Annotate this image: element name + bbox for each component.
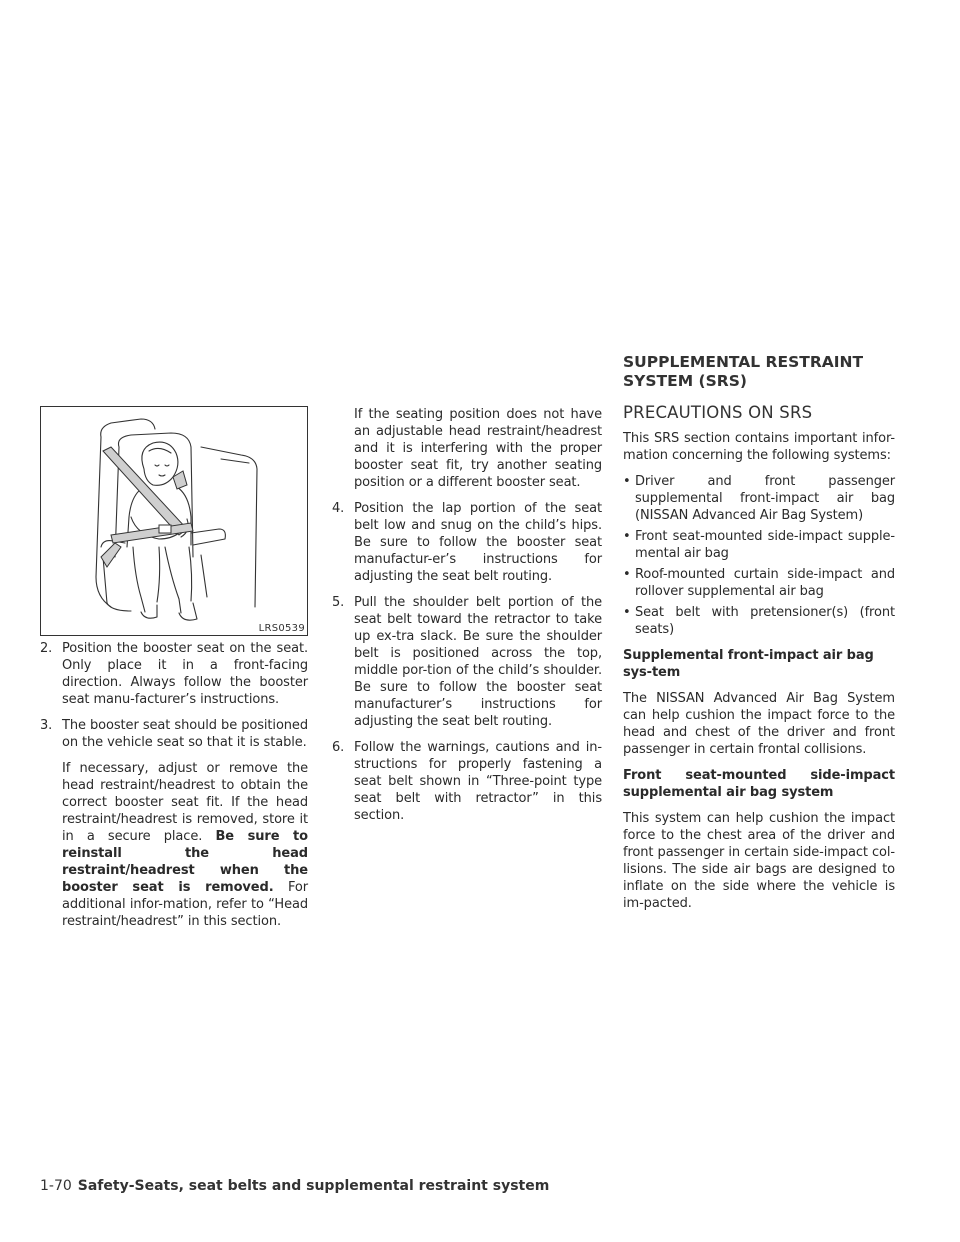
paragraph-front-impact: The NISSAN Advanced Air Bag System can help cushion the impact force to the head and chest of the driver and front passenger in certain frontal collisions. (623, 691, 895, 757)
bullet-text: Roof-mounted curtain side-impact and rollover supplemental air bag (635, 567, 895, 599)
column-left (40, 640, 308, 939)
list-number: 3. (40, 718, 53, 733)
heading-side-impact (623, 767, 895, 801)
intro-paragraph: This SRS section contains important infor-mation concerning the following systems: (623, 431, 895, 463)
list-number: 5. (332, 595, 345, 610)
heading-text: Front seat-mounted side-impact supplemental air bag system (623, 768, 895, 800)
bullet-mark: • (623, 474, 631, 489)
list-item (623, 604, 895, 638)
list-item-6 (332, 739, 602, 824)
subsection-title: PRECAUTIONS ON SRS (623, 403, 813, 422)
list-text: The booster seat should be positioned on the vehicle seat so that it is stable. (62, 718, 308, 750)
list-text: Pull the shoulder belt portion of the seat belt toward the retractor to take up ex-tra slack. Be sure the shoulder belt is positioned across the top, middle por-tion of the child’s shoulder. Be sure to follow the booster seat manufacturer’s instructions for adjusting the seat belt routing. (354, 595, 602, 729)
heading-front-impact (623, 647, 895, 681)
figure-code: LRS0539 (258, 623, 305, 634)
item-3-continuation: If the seating position does not have an adjustable head restraint/headrest and it is interfering with the proper booster seat fit, try another seating position or a different booster seat. (354, 407, 602, 490)
bold-warning: Be sure to reinstall the head restraint/headrest when the booster seat is removed. (62, 829, 308, 895)
bullet-text: Front seat-mounted side-impact supple-mental air bag (635, 529, 895, 561)
item-3-paragraph (40, 760, 308, 930)
column-right (623, 430, 895, 921)
list-text: Position the lap portion of the seat belt low and snug on the child’s hips. Be sure to follow the booster seat manufactur-er’s instructions for adjusting the seat belt routing. (354, 501, 602, 584)
bullet-mark: • (623, 605, 631, 620)
list-item-4 (332, 500, 602, 585)
list-text: Position the booster seat on the seat. Only place it in a front-facing direction. Always follow the booster seat manu-facturer’s instructions. (62, 641, 308, 707)
paragraph-text: If necessary, adjust or remove the head restraint/headrest to obtain the correct booster seat fit. If the head restraint/headrest is removed, store it in a secure place. (62, 761, 308, 844)
list-item (623, 473, 895, 524)
bullet-mark: • (623, 567, 631, 582)
paragraph-side-impact: This system can help cushion the impact force to the chest area of the driver and front passenger in certain side-impact col-lisions. The side air bags are designed to inflate on the side where the vehicle is im-pacted. (623, 811, 895, 911)
booster-seat-child-drawing (41, 407, 307, 635)
page-footer (40, 1178, 549, 1194)
list-item-3 (40, 717, 308, 751)
list-item (623, 566, 895, 600)
list-number: 4. (332, 501, 345, 516)
paragraph-text: For additional infor-mation, refer to “Head restraint/headrest” in this section. (62, 880, 308, 929)
list-number: 6. (332, 740, 345, 755)
footer-title: Safety-Seats, seat belts and supplemental restraint system (77, 1178, 550, 1194)
illustration-booster-seat (40, 406, 308, 636)
list-text: Follow the warnings, cautions and in-structions for properly fastening a seat belt shown in “Three-point type seat belt with retractor” in this section. (354, 740, 602, 823)
list-item-5 (332, 594, 602, 730)
heading-text: Supplemental front-impact air bag sys-tem (623, 648, 874, 680)
list-item-2 (40, 640, 308, 708)
bullet-mark: • (623, 529, 631, 544)
list-item (623, 528, 895, 562)
column-middle (332, 406, 602, 833)
bullet-text: Driver and front passenger supplemental front-impact air bag (NISSAN Advanced Air Bag System) (635, 474, 895, 523)
page-number: 1-70 (40, 1178, 72, 1194)
section-title: SUPPLEMENTAL RESTRAINT SYSTEM (SRS) (623, 353, 864, 390)
bullet-text: Seat belt with pretensioner(s) (front seats) (635, 605, 895, 637)
list-number: 2. (40, 641, 53, 656)
